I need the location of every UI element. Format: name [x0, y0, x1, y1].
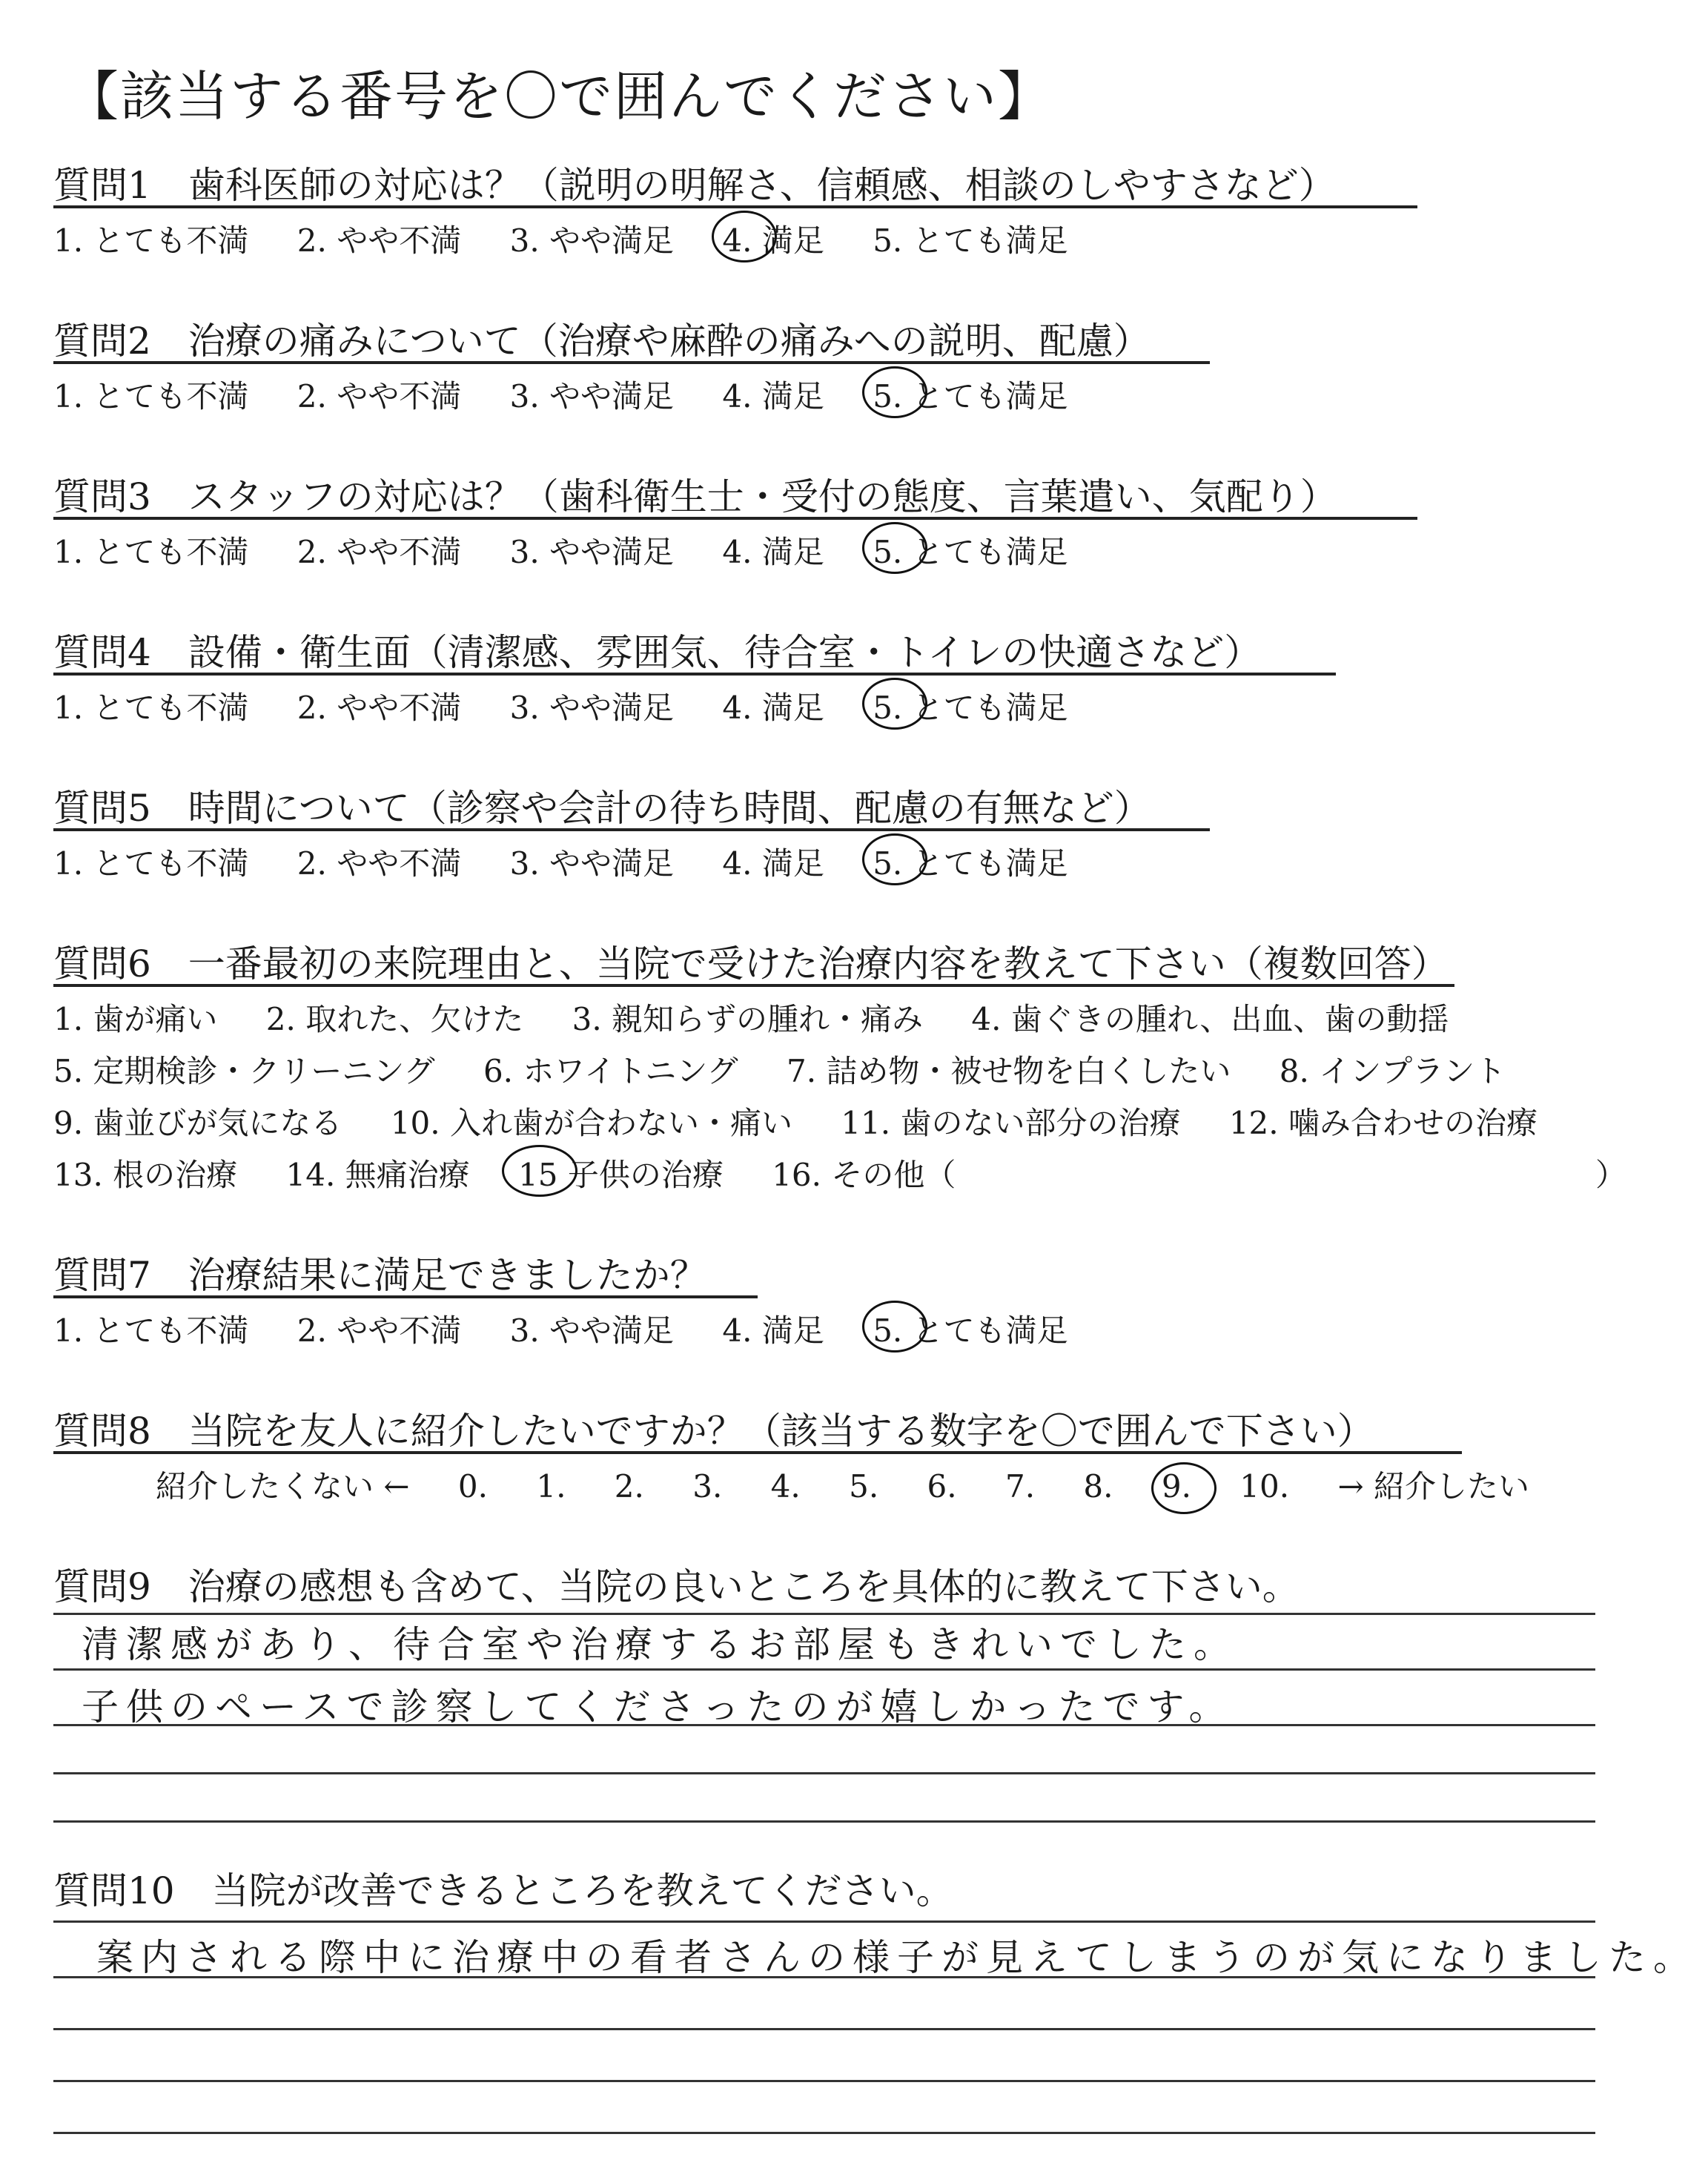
q5-underline — [53, 828, 1210, 831]
q6-option-11[interactable]: 11. 歯のない部分の治療 — [841, 1105, 1181, 1141]
q4-underline — [53, 673, 1336, 676]
q2-option-5-selected[interactable]: 5. とても満足 — [873, 372, 1068, 417]
q8-scale — [156, 1462, 1568, 1507]
q9-answer-line-2 — [53, 1668, 1595, 1671]
q3-option-1[interactable]: 1. とても不満 — [53, 534, 249, 570]
q8-title: 質問8 当院を友人に紹介したいですか？（該当する数字を〇で囲んで下さい） — [53, 1410, 1374, 1453]
q1-underline — [53, 205, 1417, 208]
q3-option-2[interactable]: 2. やや不満 — [297, 534, 462, 570]
q6-option-7[interactable]: 7. 詰め物・被せ物を白くしたい — [786, 1053, 1231, 1089]
q6-row-1 — [53, 995, 1487, 1040]
q8-score-3[interactable]: 3. — [692, 1468, 723, 1505]
q1-option-3[interactable]: 3. やや満足 — [509, 222, 675, 259]
q7-option-2[interactable]: 2. やや不満 — [297, 1312, 462, 1349]
q6-option-16[interactable]: 16. その他（ — [772, 1157, 956, 1193]
q2-option-1[interactable]: 1. とても不満 — [53, 378, 249, 415]
q8-score-7[interactable]: 7. — [1004, 1468, 1036, 1505]
q10-answer-line-4 — [53, 2080, 1595, 2082]
q6-row-4 — [53, 1151, 1627, 1195]
q7-option-1[interactable]: 1. とても不満 — [53, 1312, 249, 1349]
q1-option-1[interactable]: 1. とても不満 — [53, 222, 249, 259]
q6-title: 質問6 一番最初の来院理由と、当院で受けた治療内容を教えて下さい（複数回答） — [53, 942, 1449, 985]
q4-option-1[interactable]: 1. とても不満 — [53, 690, 249, 726]
q9-handwritten-line-2: 子供のペースで診察してくださったのが嬉しかったです。 — [82, 1685, 1234, 1728]
q1-option-5[interactable]: 5. とても満足 — [873, 222, 1068, 259]
q7-option-4[interactable]: 4. 満足 — [722, 1312, 824, 1349]
q5-title: 質問5 時間について（診察や会計の待ち時間、配慮の有無など） — [53, 787, 1151, 830]
q6-option-4[interactable]: 4. 歯ぐきの腫れ、出血、歯の動揺 — [971, 1001, 1449, 1037]
q9-answer-line-3 — [53, 1724, 1595, 1726]
q1-title: 質問1 歯科医師の対応は？（説明の明解さ、信頼感、相談のしやすさなど） — [53, 164, 1336, 207]
q8-score-0[interactable]: 0. — [457, 1468, 488, 1505]
instruction-header: 【該当する番号を〇で囲んでください】 — [65, 65, 1053, 128]
q10-title: 質問10 当院が改善できるところを教えてください。 — [53, 1869, 953, 1912]
q10-answer-line-2 — [53, 1976, 1595, 1978]
q4-options — [53, 684, 1107, 728]
q6-option-8[interactable]: 8. インプラント — [1279, 1053, 1506, 1089]
q2-option-4[interactable]: 4. 満足 — [722, 378, 824, 415]
q8-score-5[interactable]: 5. — [849, 1468, 879, 1505]
q7-underline — [53, 1295, 758, 1298]
q8-score-10[interactable]: 10. — [1239, 1468, 1290, 1505]
q3-option-4[interactable]: 4. 満足 — [722, 534, 824, 570]
q7-options — [53, 1307, 1107, 1351]
q7-option-5-selected[interactable]: 5. とても満足 — [873, 1307, 1068, 1351]
q10-answer-line-3 — [53, 2028, 1595, 2030]
q10-handwritten-line-1: 案内される際中に治療中の看者さんの様子が見えてしまうのが気になりました。 — [96, 1936, 1698, 1979]
q6-option-10[interactable]: 10. 入れ歯が合わない・痛い — [390, 1105, 792, 1141]
q2-option-2[interactable]: 2. やや不満 — [297, 378, 462, 415]
q3-underline — [53, 517, 1417, 520]
q8-score-4[interactable]: 4. — [770, 1468, 801, 1505]
q4-title: 質問4 設備・衛生面（清潔感、雰囲気、待合室・トイレの快適さなど） — [53, 631, 1262, 674]
q8-left-label: 紹介したくない ← — [156, 1468, 410, 1505]
q5-option-1[interactable]: 1. とても不満 — [53, 845, 249, 882]
q6-other-close-paren: ） — [1595, 1157, 1627, 1193]
q6-option-9[interactable]: 9. 歯並びが気になる — [53, 1105, 342, 1141]
q3-title: 質問3 スタッフの対応は？（歯科衛生士・受付の態度、言葉遣い、気配り） — [53, 475, 1337, 518]
q6-option-15-selected[interactable]: 15 子供の治療 — [518, 1151, 724, 1195]
q2-options — [53, 372, 1107, 417]
q4-option-4[interactable]: 4. 満足 — [722, 690, 824, 726]
q6-row-3 — [53, 1099, 1576, 1143]
q3-options — [53, 528, 1107, 572]
q3-option-5-selected[interactable]: 5. とても満足 — [873, 528, 1068, 572]
q1-option-4-selected[interactable]: 4. 満足 — [722, 217, 824, 261]
q9-title: 質問9 治療の感想も含めて、当院の良いところを具体的に教えて下さい。 — [53, 1565, 1300, 1608]
q5-option-4[interactable]: 4. 満足 — [722, 845, 824, 882]
q7-option-3[interactable]: 3. やや満足 — [509, 1312, 675, 1349]
q1-option-2[interactable]: 2. やや不満 — [297, 222, 462, 259]
q2-option-3[interactable]: 3. やや満足 — [509, 378, 675, 415]
q6-option-14[interactable]: 14. 無痛治療 — [285, 1157, 470, 1193]
q5-options — [53, 839, 1107, 884]
q4-option-3[interactable]: 3. やや満足 — [509, 690, 675, 726]
q5-option-3[interactable]: 3. やや満足 — [509, 845, 675, 882]
q3-option-3[interactable]: 3. やや満足 — [509, 534, 675, 570]
q6-option-12[interactable]: 12. 噛み合わせの治療 — [1228, 1105, 1537, 1141]
q5-option-5-selected[interactable]: 5. とても満足 — [873, 839, 1068, 884]
q8-right-label: → 紹介したい — [1337, 1468, 1529, 1505]
q9-answer-line-5 — [53, 1820, 1595, 1823]
q2-title: 質問2 治療の痛みについて（治療や麻酔の痛みへの説明、配慮） — [53, 320, 1151, 363]
q6-option-3[interactable]: 3. 親知らずの腫れ・痛み — [572, 1001, 924, 1037]
q10-answer-line-5 — [53, 2132, 1595, 2134]
q6-option-2[interactable]: 2. 取れた、欠けた — [265, 1001, 524, 1037]
q10-answer-line-1 — [53, 1920, 1595, 1923]
q6-row-2 — [53, 1047, 1544, 1091]
q8-score-1[interactable]: 1. — [536, 1468, 566, 1505]
q8-score-6[interactable]: 6. — [927, 1468, 957, 1505]
q8-score-8[interactable]: 8. — [1083, 1468, 1113, 1505]
q9-answer-line-4 — [53, 1772, 1595, 1774]
q6-option-1[interactable]: 1. 歯が痛い — [53, 1001, 218, 1037]
q7-title: 質問7 治療結果に満足できましたか？ — [53, 1254, 707, 1297]
q6-option-5[interactable]: 5. 定期検診・クリーニング — [53, 1053, 435, 1089]
q8-score-2[interactable]: 2. — [614, 1468, 644, 1505]
q8-underline — [53, 1451, 1462, 1454]
q4-option-5-selected[interactable]: 5. とても満足 — [873, 684, 1068, 728]
q6-option-13[interactable]: 13. 根の治療 — [53, 1157, 238, 1193]
q6-underline — [53, 984, 1454, 987]
q9-handwritten-line-1: 清潔感があり、待合室や治療するお部屋もきれいでした。 — [82, 1623, 1238, 1666]
q2-underline — [53, 361, 1210, 364]
q8-score-9-selected[interactable]: 9. — [1161, 1468, 1191, 1505]
q1-options — [53, 217, 1107, 261]
q5-option-2[interactable]: 2. やや不満 — [297, 845, 462, 882]
q4-option-2[interactable]: 2. やや不満 — [297, 690, 462, 726]
q6-option-6[interactable]: 6. ホワイトニング — [483, 1053, 738, 1089]
